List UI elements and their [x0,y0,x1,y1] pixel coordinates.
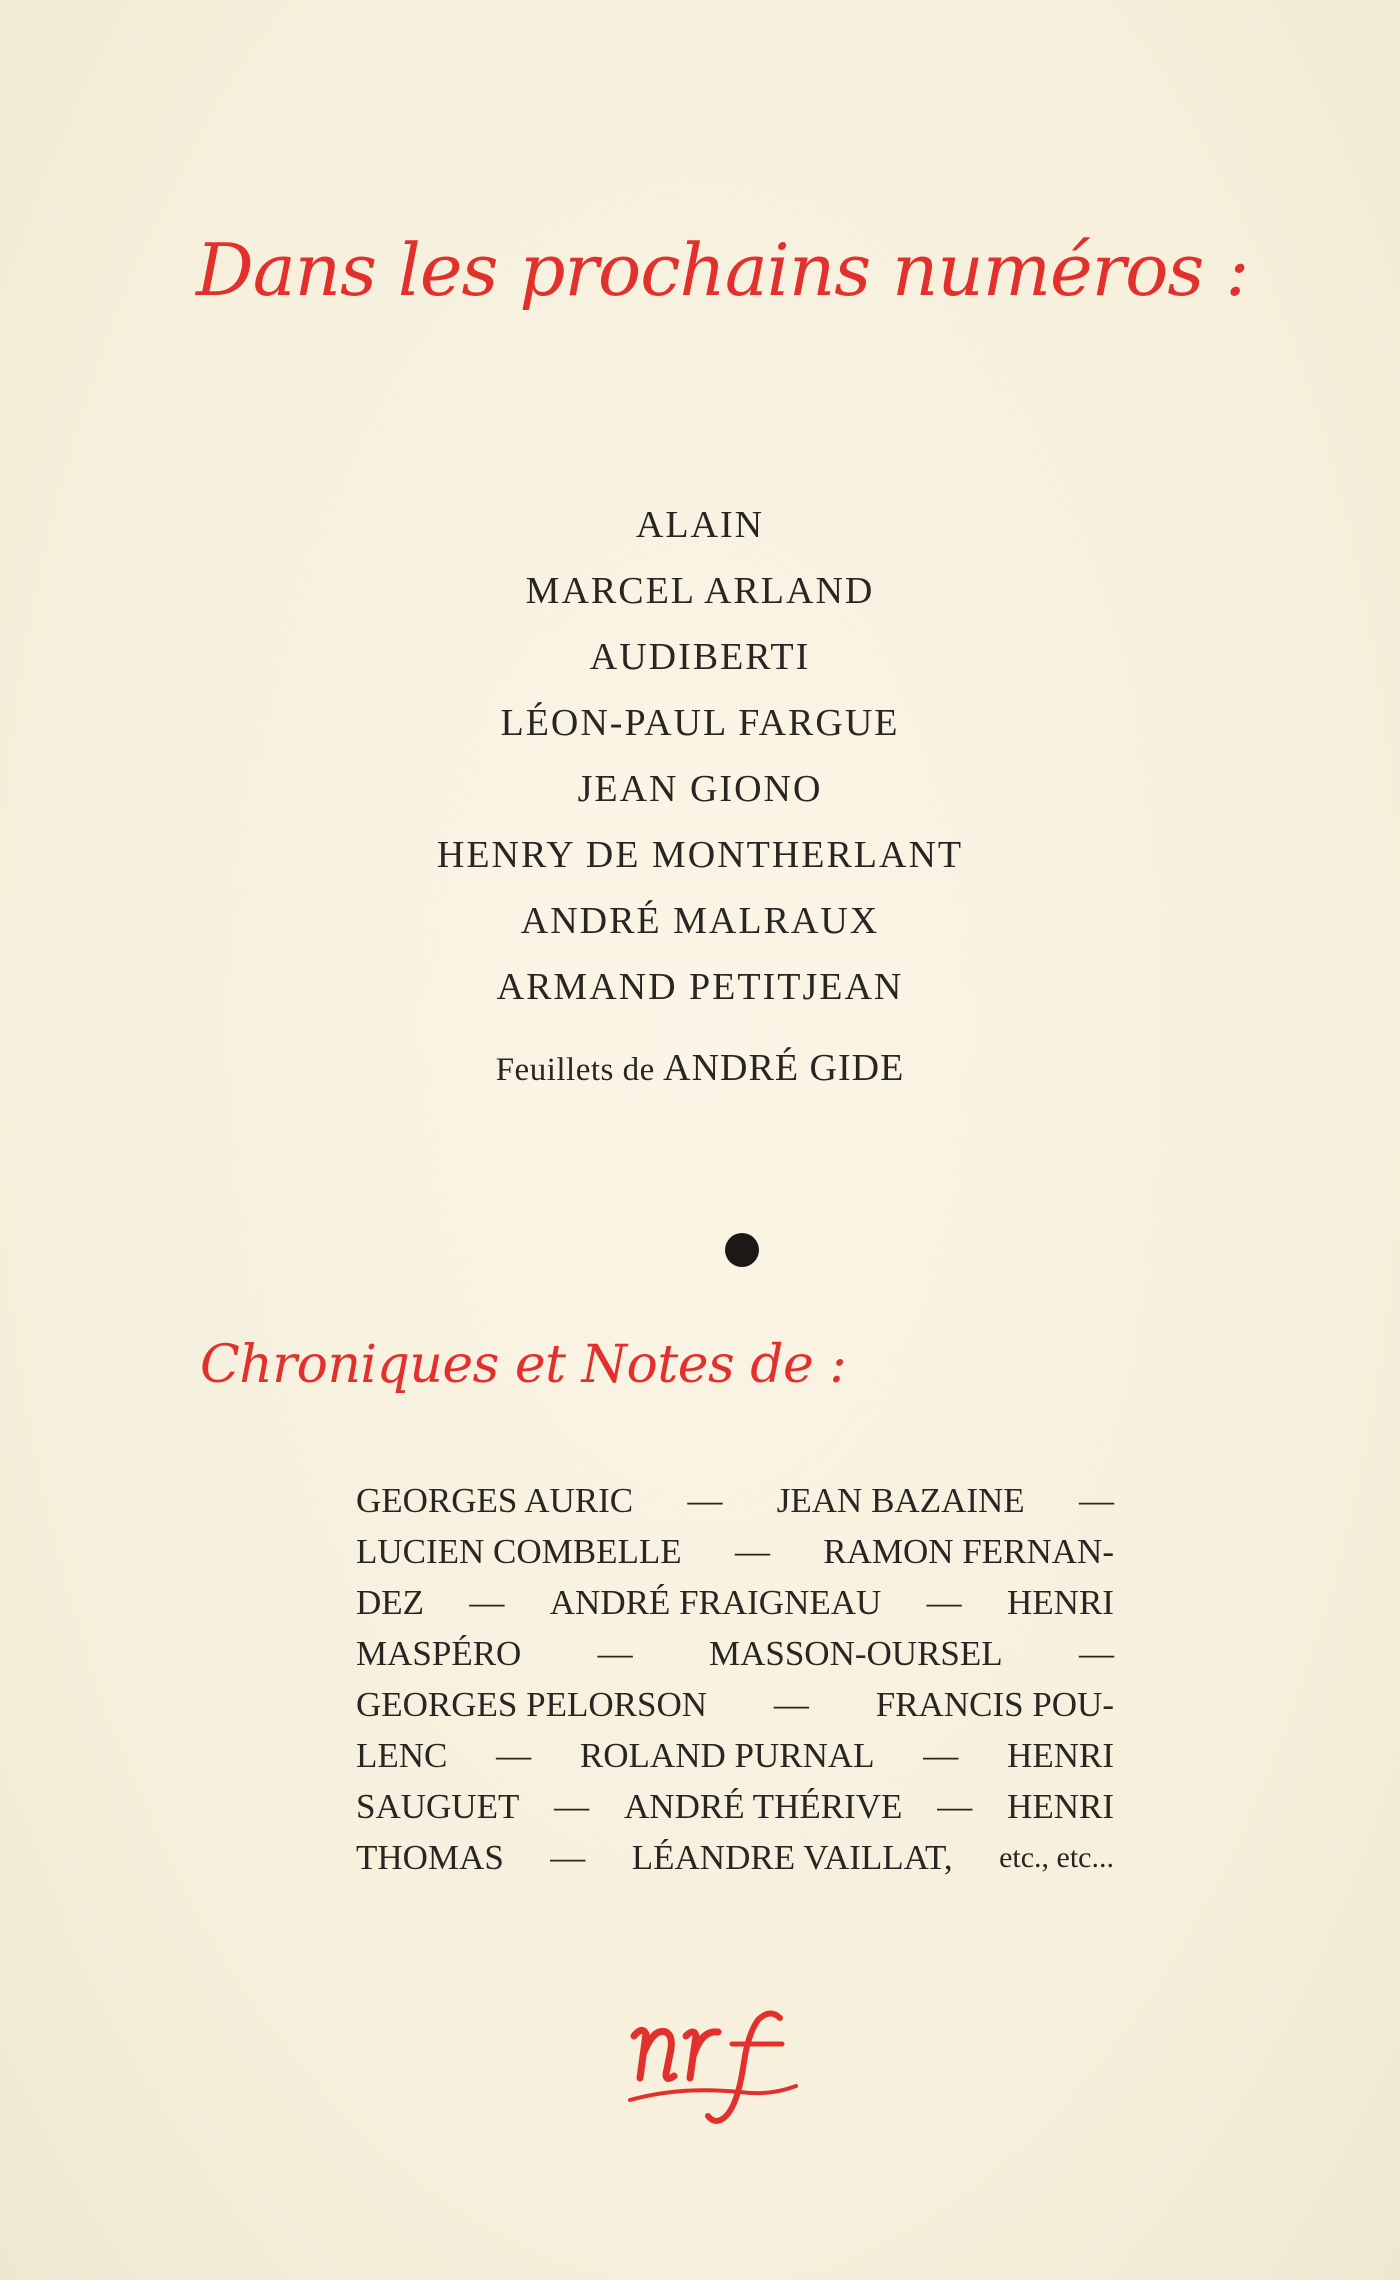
contributor-segment: ROLAND PURNAL [579,1736,875,1775]
contributor-segment: LUCIEN COMBELLE [356,1532,682,1571]
dash-separator: — [734,1532,770,1571]
contributor-segment: GEORGES PELORSON [356,1685,708,1724]
contributor-segment: SAUGUET [356,1787,520,1826]
contributors-line [356,1628,1114,1679]
contributor-segment: HENRI [1007,1787,1114,1826]
contributor-segment: THOMAS [356,1838,504,1877]
feuillets-prefix: Feuillets de [495,1052,655,1088]
feuillets-author: ANDRÉ GIDE [663,1047,905,1089]
author-name: MARCEL ARLAND [525,570,875,612]
dash-separator: — [469,1583,505,1622]
contributors-block [356,1475,1114,1883]
dash-separator: — [926,1583,962,1622]
author-name: JEAN GIONO [577,768,823,810]
feuillets-line [0,1046,1400,1090]
contributor-segment: MASPÉRO [356,1634,522,1673]
dash-separator: — [597,1634,633,1673]
contributor-segment: LÉANDRE VAILLAT, [631,1838,953,1877]
contributor-segment: HENRI [1007,1583,1114,1622]
bullet-separator [725,1233,759,1267]
page-heading: Dans les prochains numéros : [196,228,1249,312]
nrf-logo [620,2000,820,2140]
author-name: ALAIN [635,504,765,546]
etc-suffix: etc., etc... [999,1841,1114,1874]
dash-separator: — [1079,1481,1114,1520]
contributor-segment: GEORGES AURIC [356,1481,634,1520]
chroniques-heading: Chroniques et Notes de : [200,1335,847,1395]
contributor-segment: RAMON FERNAN- [823,1532,1114,1571]
contributor-segment: FRANCIS POU- [875,1685,1114,1724]
contributors-line [356,1526,1114,1577]
contributor-segment: ANDRÉ THÉRIVE [624,1787,903,1826]
contributor-segment: LENC [356,1736,448,1775]
contributor-segment: MASSON-OURSEL [708,1634,1003,1673]
dash-separator: — [923,1736,959,1775]
dash-separator: — [550,1838,586,1877]
contributors-line [356,1832,1114,1883]
contributor-segment: ANDRÉ FRAIGNEAU [549,1583,882,1622]
dash-separator: — [554,1787,590,1826]
author-name: AUDIBERTI [589,636,811,678]
contributor-segment: JEAN BAZAINE [776,1481,1025,1520]
contributors-line [356,1577,1114,1628]
contributors-line [356,1679,1114,1730]
author-name: HENRY DE MONTHERLANT [436,834,964,876]
dash-separator: — [687,1481,723,1520]
dash-separator: — [773,1685,809,1724]
contributors-line [356,1475,1114,1526]
contributor-segment: DEZ [356,1583,425,1622]
contributors-line [356,1781,1114,1832]
author-name: ANDRÉ MALRAUX [520,900,880,942]
contributor-segment: HENRI [1007,1736,1114,1775]
dash-separator: — [496,1736,532,1775]
dash-separator: — [1078,1634,1114,1673]
dash-separator: — [937,1787,973,1826]
author-name: ARMAND PETITJEAN [496,966,904,1008]
contributors-line [356,1730,1114,1781]
author-list [0,492,1400,1090]
author-name: LÉON-PAUL FARGUE [500,702,900,744]
